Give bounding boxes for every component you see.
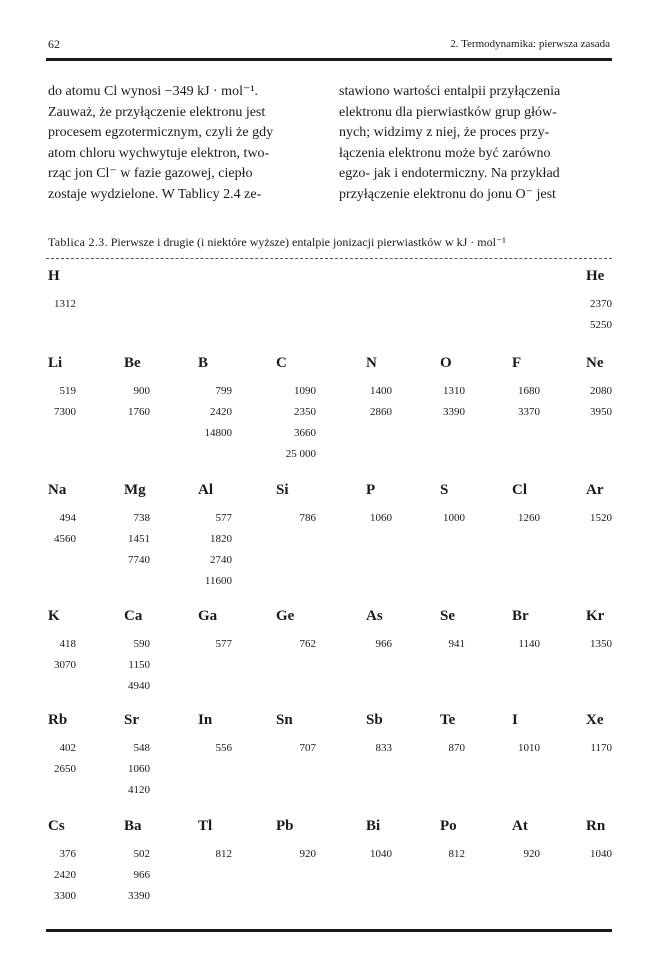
- element-symbol: Cs: [48, 818, 65, 834]
- element-symbol: Sr: [124, 712, 139, 728]
- ionization-value: 7740: [128, 554, 150, 566]
- ionization-value: 1400: [370, 385, 392, 397]
- element-symbol: O: [440, 355, 452, 371]
- ionization-value: 1010: [518, 742, 540, 754]
- element-symbol: Cl: [512, 482, 527, 498]
- ionization-value: 1260: [518, 512, 540, 524]
- ionization-value: 2350: [294, 406, 316, 418]
- ionization-value: 3300: [54, 890, 76, 902]
- element-symbol: Bi: [366, 818, 381, 834]
- ionization-value: 1820: [210, 533, 232, 545]
- element-symbol: Se: [440, 608, 455, 624]
- ionization-value: 1520: [590, 512, 612, 524]
- text-line: rząc jon Cl⁻ w fazie gazowej, ciepło: [48, 166, 253, 182]
- ionization-value: 799: [215, 385, 232, 397]
- ionization-value: 738: [133, 512, 150, 524]
- element-symbol: Sn: [276, 712, 293, 728]
- element-symbol: Ge: [276, 608, 295, 624]
- ionization-value: 3950: [590, 406, 612, 418]
- ionization-value: 2370: [590, 298, 612, 310]
- page-number: 62: [48, 37, 60, 51]
- element-symbol: In: [198, 712, 213, 728]
- element-symbol: Rb: [48, 712, 68, 728]
- element-symbol: C: [276, 355, 287, 371]
- ionization-value: 2740: [210, 554, 232, 566]
- ionization-value: 14800: [204, 427, 232, 439]
- element-symbol: B: [198, 355, 209, 371]
- element-symbol: Ga: [198, 608, 218, 624]
- ionization-value: 11600: [204, 575, 232, 587]
- ionization-value: 2420: [210, 406, 232, 418]
- ionization-value: 4560: [54, 533, 76, 545]
- ionization-value: 920: [523, 848, 540, 860]
- ionization-value: 502: [133, 848, 150, 860]
- ionization-value: 762: [299, 638, 316, 650]
- ionization-value: 1140: [518, 638, 540, 650]
- text-line: przyłączenie elektronu do jonu O⁻ jest: [339, 186, 556, 202]
- ionization-value: 1040: [370, 848, 392, 860]
- ionization-value: 7300: [54, 406, 76, 418]
- element-symbol: As: [366, 608, 383, 624]
- ionization-value: 376: [59, 848, 76, 860]
- ionization-value: 707: [299, 742, 316, 754]
- chapter-title: 2. Termodynamika: pierwsza zasada: [450, 38, 610, 50]
- element-symbol: Xe: [586, 712, 604, 728]
- element-symbol: I: [512, 712, 518, 728]
- ionization-value: 25 000: [285, 448, 316, 460]
- ionization-value: 3370: [518, 406, 540, 418]
- ionization-value: 812: [215, 848, 232, 860]
- element-symbol: Ar: [586, 482, 604, 498]
- ionization-value: 556: [215, 742, 232, 754]
- element-symbol: Li: [48, 355, 63, 371]
- ionization-value: 402: [59, 742, 76, 754]
- element-symbol: Be: [124, 355, 141, 371]
- ionization-value: 1451: [128, 533, 150, 545]
- ionization-value: 1000: [443, 512, 465, 524]
- ionization-value: 1760: [128, 406, 150, 418]
- text-line: stawiono wartości entalpii przyłączenia: [339, 84, 561, 99]
- ionization-value: 4940: [128, 680, 150, 692]
- ionization-value: 920: [299, 848, 316, 860]
- ionization-value: 2860: [370, 406, 392, 418]
- ionization-value: 1310: [443, 385, 465, 397]
- ionization-value: 3390: [443, 406, 465, 418]
- element-symbol: At: [512, 818, 528, 834]
- ionization-value: 966: [133, 869, 150, 881]
- ionization-value: 4120: [128, 784, 150, 796]
- ionization-value: 900: [133, 385, 150, 397]
- text-line: egzo- jak i endotermiczny. Na przykład: [339, 166, 560, 182]
- ionization-value: 1060: [128, 763, 150, 775]
- element-symbol: Ne: [586, 355, 604, 371]
- ionization-value: 2080: [590, 385, 612, 397]
- ionization-value: 3390: [128, 890, 150, 902]
- ionization-value: 590: [133, 638, 150, 650]
- table-caption-text: Pierwsze i drugie (i niektóre wyższe) entalpie jonizacji pierwiastków w kJ · mol⁻¹: [110, 235, 506, 249]
- element-symbol: S: [440, 482, 449, 498]
- ionization-value: 519: [59, 385, 76, 397]
- footer-rule: [46, 929, 612, 932]
- ionization-value: 1150: [128, 659, 150, 671]
- text-line: Zauważ, że przyłączenie elektronu jest: [48, 104, 266, 120]
- element-symbol: F: [512, 355, 522, 371]
- element-symbol: Ba: [124, 818, 142, 834]
- text-line: do atomu Cl wynosi −349 kJ · mol⁻¹.: [48, 84, 259, 99]
- ionization-value: 941: [448, 638, 465, 650]
- text-line: zostaje wydzielone. W Tablicy 2.4 ze-: [48, 186, 262, 202]
- element-symbol: Po: [440, 818, 457, 834]
- element-symbol: Tl: [198, 818, 213, 834]
- element-symbol: Rn: [586, 818, 606, 834]
- element-symbol: Te: [440, 712, 456, 728]
- ionization-value: 1680: [518, 385, 540, 397]
- ionization-value: 870: [448, 742, 465, 754]
- ionization-value: 1350: [590, 638, 612, 650]
- ionization-value: 2650: [54, 763, 76, 775]
- element-symbol: Mg: [124, 482, 146, 498]
- ionization-value: 966: [375, 638, 392, 650]
- ionization-value: 5250: [590, 319, 612, 331]
- element-symbol: H: [48, 268, 60, 284]
- element-symbol: Kr: [586, 608, 605, 624]
- element-symbol: P: [366, 482, 376, 498]
- ionization-value: 577: [215, 512, 232, 524]
- ionization-value: 418: [59, 638, 76, 650]
- text-line: łączenia elektronu może być zarówno: [339, 145, 551, 161]
- ionization-value: 577: [215, 638, 232, 650]
- element-symbol: N: [366, 355, 377, 371]
- element-symbol: Na: [48, 482, 67, 498]
- ionization-value: 812: [448, 848, 465, 860]
- element-symbol: He: [586, 268, 605, 284]
- text-line: nych; widzimy z niej, że proces przy-: [339, 125, 550, 141]
- ionization-value: 2420: [54, 869, 76, 881]
- ionization-value: 494: [59, 512, 76, 524]
- ionization-value: 3660: [294, 427, 316, 439]
- text-line: atom chloru wychwytuje elektron, two-: [48, 145, 270, 161]
- ionization-value: 1170: [590, 742, 612, 754]
- element-symbol: Ca: [124, 608, 143, 624]
- ionization-value: 833: [375, 742, 392, 754]
- ionization-value: 3070: [54, 659, 76, 671]
- ionization-value: 1040: [590, 848, 612, 860]
- ionization-value: 1090: [294, 385, 316, 397]
- text-line: procesem egzotermicznym, czyli że gdy: [48, 125, 274, 141]
- ionization-value: 548: [133, 742, 150, 754]
- text-line: elektronu dla pierwiastków grup głów-: [339, 104, 557, 120]
- element-symbol: Pb: [276, 818, 294, 834]
- element-symbol: K: [48, 608, 60, 624]
- element-symbol: Sb: [366, 712, 383, 728]
- ionization-value: 786: [299, 512, 316, 524]
- ionization-value: 1312: [54, 298, 76, 310]
- element-symbol: Br: [512, 608, 529, 624]
- element-symbol: Si: [276, 482, 289, 498]
- ionization-value: 1060: [370, 512, 392, 524]
- element-symbol: Al: [198, 482, 213, 498]
- table-label: Tablica 2.3.: [48, 235, 108, 249]
